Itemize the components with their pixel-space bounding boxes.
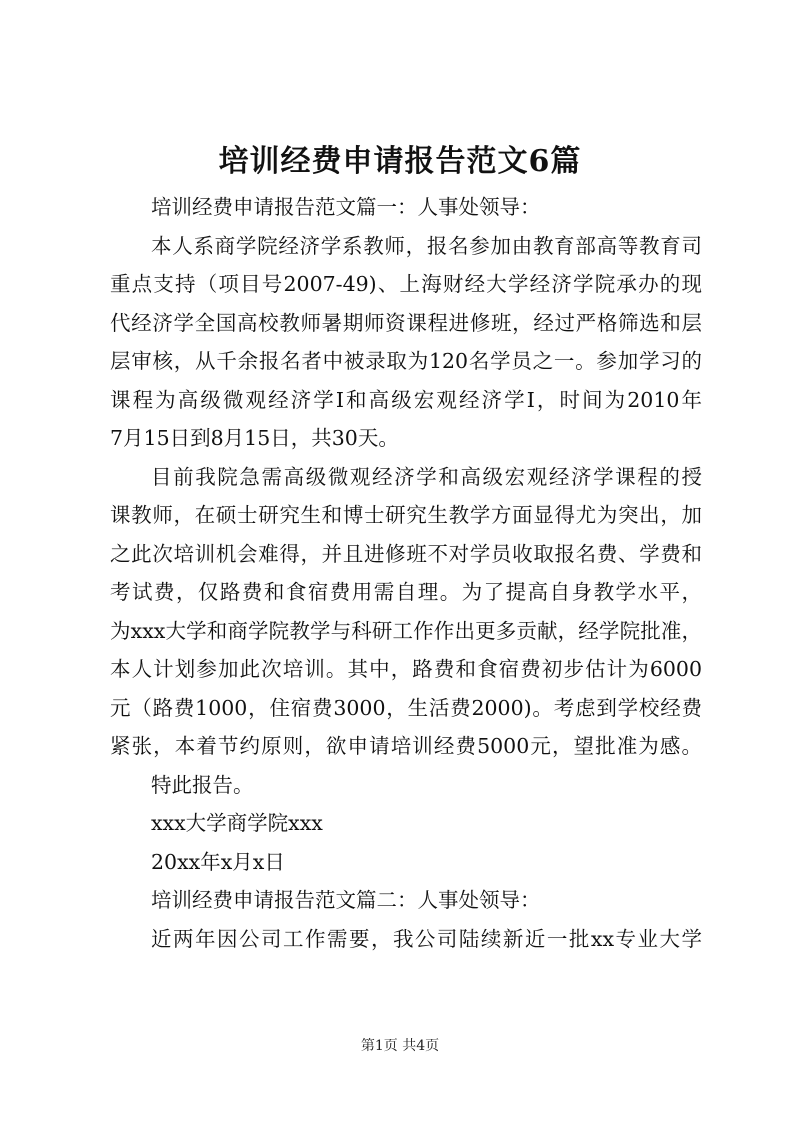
paragraph-line: 代经济学全国高校教师暑期师资课程进修班，经过严格筛选和层 [110,310,702,335]
closing-line: 特此报告。 [151,772,254,797]
date-line: 20xx年x月x日 [151,849,285,874]
document-body [110,188,702,958]
paragraph-line: 为xxx大学和商学院教学与科研工作作出更多贡献，经学院批准， [110,618,702,643]
paragraph-line: 考试费，仅路费和食宿费用需自理。为了提高自身教学水平， [110,580,702,604]
paragraph-line: 课教师，在硕士研究生和博士研究生教学方面显得尤为突出，加 [110,503,702,527]
paragraph-line: 近两年因公司工作需要，我公司陆续新近一批xx专业大学 [151,926,702,951]
paragraph-line: 本人计划参加此次培训。其中，路费和食宿费初步估计为6000 [110,657,702,681]
paragraph-line: 重点支持（项目号2007-49)、上海财经大学经济学院承办的现 [110,272,702,296]
paragraph-line: 7月15日到8月15日，共30天。 [110,426,399,450]
paragraph-line: 目前我院急需高级微观经济学和高级宏观经济学课程的授 [151,464,702,489]
page-footer: 第1页 共4页 [360,1038,440,1054]
section-heading: 培训经费申请报告范文篇一：人事处领导： [151,195,541,219]
paragraph-line: 课程为高级微观经济学Ⅰ和高级宏观经济学Ⅰ，时间为2010年 [110,387,702,412]
paragraph-line: 本人系商学院经济学系教师，报名参加由教育部高等教育司 [151,233,702,258]
paragraph-line: 元（路费1000，住宿费3000，生活费2000)。考虑到学校经费 [110,695,702,720]
document-title: 培训经费申请报告范文6篇 [218,144,582,179]
paragraph-line: 层审核，从千余报名者中被录取为120名学员之一。参加学习的 [110,349,702,373]
paragraph-line: 紧张，本着节约原则，欲申请培训经费5000元，望批准为感。 [110,734,702,758]
section-heading: 培训经费申请报告范文篇二：人事处领导： [151,888,541,912]
signature-line: xxx大学商学院xxx [151,811,323,835]
paragraph-line: 之此次培训机会难得，并且进修班不对学员收取报名费、学费和 [110,541,702,566]
